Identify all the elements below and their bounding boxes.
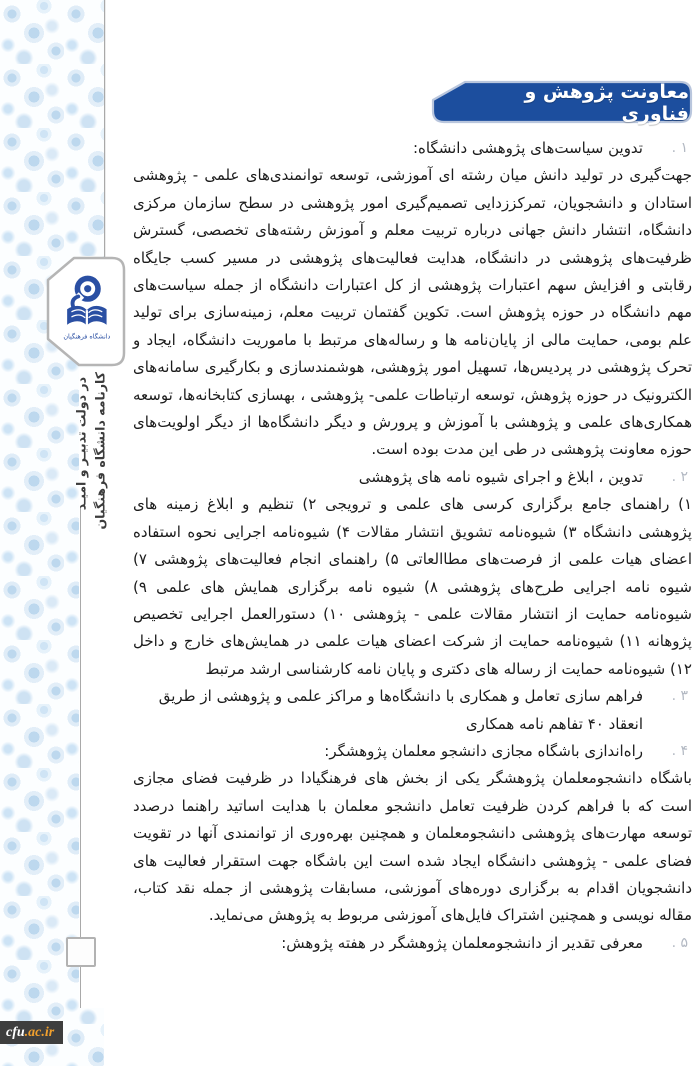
list-item	[133, 135, 692, 464]
list-item	[133, 464, 692, 683]
watermark-prefix: cfu	[6, 1024, 25, 1040]
university-logo-icon	[56, 266, 116, 356]
watermark-suffix: .ac.ir	[24, 1024, 55, 1040]
site-watermark	[0, 1021, 63, 1044]
item-heading-row	[133, 135, 692, 162]
item-number: ۱ .	[671, 140, 688, 156]
item-heading: راه‌اندازی باشگاه مجازی دانشجو معلمان پژوهشگر:	[324, 741, 643, 760]
item-number: ۵ .	[671, 934, 688, 951]
list-item	[133, 683, 692, 738]
item-number: ۲ .	[671, 468, 688, 485]
item-heading: معرفی تقدیر از دانشجومعلمان پژوهشگر در هفته پژوهش:	[281, 933, 643, 952]
list-item	[133, 930, 692, 957]
vertical-divider-top	[104, 0, 105, 259]
item-heading: تدوین ، ابلاغ و اجرای شیوه نامه های پژوهشی	[358, 467, 643, 486]
section-header-banner	[431, 80, 693, 124]
item-number: ۴ .	[671, 742, 688, 759]
item-body: باشگاه دانشجومعلمان پژوهشگر یکی از بخش های فرهنگیادا در ظرفیت فضای مجازی است که با فراهم کردن ظرفیت تعامل دانشجو معلمان با هدایت اساتید راهنما درصدد توسعه مهارت‌های پژوهشی دانشجومعلمان و همچنین بهره‌وری از توانمندی آنها در تقویت فضای علمی - پژوهشی دانشگاه ایجاد شده است این باشگاه جهت استقرار فعالیت های دانشجویان اقدام به برگزاری دوره‌های آموزشی، مسابقات پژوهشی از جمله نقد کتاب، مقاله نویسی و همچنین اشتراک فایل‌های آموزشی مربوط به پژوهش می‌نماید.	[133, 769, 692, 925]
list-item	[133, 738, 692, 930]
item-body: جهت‌گیری در تولید دانش میان رشته ای آموزشی، توسعه توانمندی‌های علمی - پژوهشی استادان و دانشجویان، تمرکززدایی تصمیم‌گیری امور پژوهشی در سطح سازمان مرکزی دانشگاه، انتشار دانش جهانی درباره تربیت معلم و آموزش رشته‌های تخصصی، گسترش ظرفیت‌های پژوهشی در دانشگاه، هدایت فعالیت‌های پژوهشی در مسیر کسب جایگاه رقابتی و افزایش سهم اعتبارات پژوهشی از کل اعتبارات دانشگاه از جمله سیاست‌های مهم دانشگاه در حوزه پژوهش است. تکوین گفتمان تربیت معلم، زمینه‌سازی برای تولید علم بومی، حمایت مالی از پایان‌نامه ها و رساله‌های مرتبط با ماموریت دانشگاه، ایجاد و تحرک پژوهشی در پردیس‌ها، تسهیل امور پژوهشی، هوشمندسازی و بکارگیری سامانه‌های الکترونیک در حوزه پژوهش، توسعه ارتباطات علمی- پژوهشی ، بهسازی کتابخانه‌ها، توسعه همکاری‌های علمی و پژوهشی با آموزش و پرورش و دیگر دانشگاه‌ها از دیگر اولویت‌های حوزه معاونت پژوهشی در طی این مدت بوده است.	[133, 166, 692, 459]
logo-caption: دانشگاه فرهنگیان	[63, 332, 111, 341]
item-body: ۱) راهنمای جامع برگزاری کرسی های علمی و ترویجی ۲) تنظیم و ابلاغ زمینه های پژوهشی دانشگاه ۳) شیوه‌نامه تشویق انتشار مقالات ۴) شیوه‌نامه اجرایی نحوه استفاده اعضای هیات علمی از فرصت‌های مطاالعاتی ۵) راهنمای انجام فعالیت‌های پژوهشی ۷) شیوه نامه اجرایی طرح‌های پژوهشی ۸) شیوه نامه برگزاری همایش های علمی ۹) شیوه‌نامه حمایت از انتشار مقالات علمی - پژوهشی ۱۰) دستورالعمل اجرایی تخصیص پژوهانه ۱۱) شیوه‌نامه حمایت از شرکت اعضای هیات علمی در همایش‌های خارج و داخل ۱۲) شیوه‌نامه حمایت از رساله های دکتری و پایان نامه کارشناسی ارشد مرتبط	[133, 495, 692, 678]
sidebar-vertical-text-line1: کارنامه دانشگاه فرهنگیان	[92, 372, 107, 530]
vertical-divider-bottom	[80, 506, 81, 1008]
item-heading-row	[133, 464, 692, 491]
university-logo-badge	[46, 256, 126, 369]
section-title: معاونت پژوهش و فناوری	[524, 81, 689, 125]
item-number: ۳ .	[671, 688, 688, 705]
item-heading-row	[133, 683, 692, 738]
item-heading: تدوین سیاست‌های پژوهشی دانشگاه:	[412, 139, 643, 157]
document-body	[133, 135, 692, 957]
square-ornament	[66, 937, 96, 967]
item-heading: فراهم سازی تعامل و همکاری با دانشگاه‌ها و مراکز علمی و پژوهشی از طریق انعقاد ۴۰ تفاهم نامه همکاری	[158, 687, 643, 733]
item-heading-row	[133, 930, 692, 957]
sidebar-vertical-text-line2: در دولت تدبیـر و امیـد	[73, 377, 88, 511]
item-heading-row	[133, 738, 692, 765]
